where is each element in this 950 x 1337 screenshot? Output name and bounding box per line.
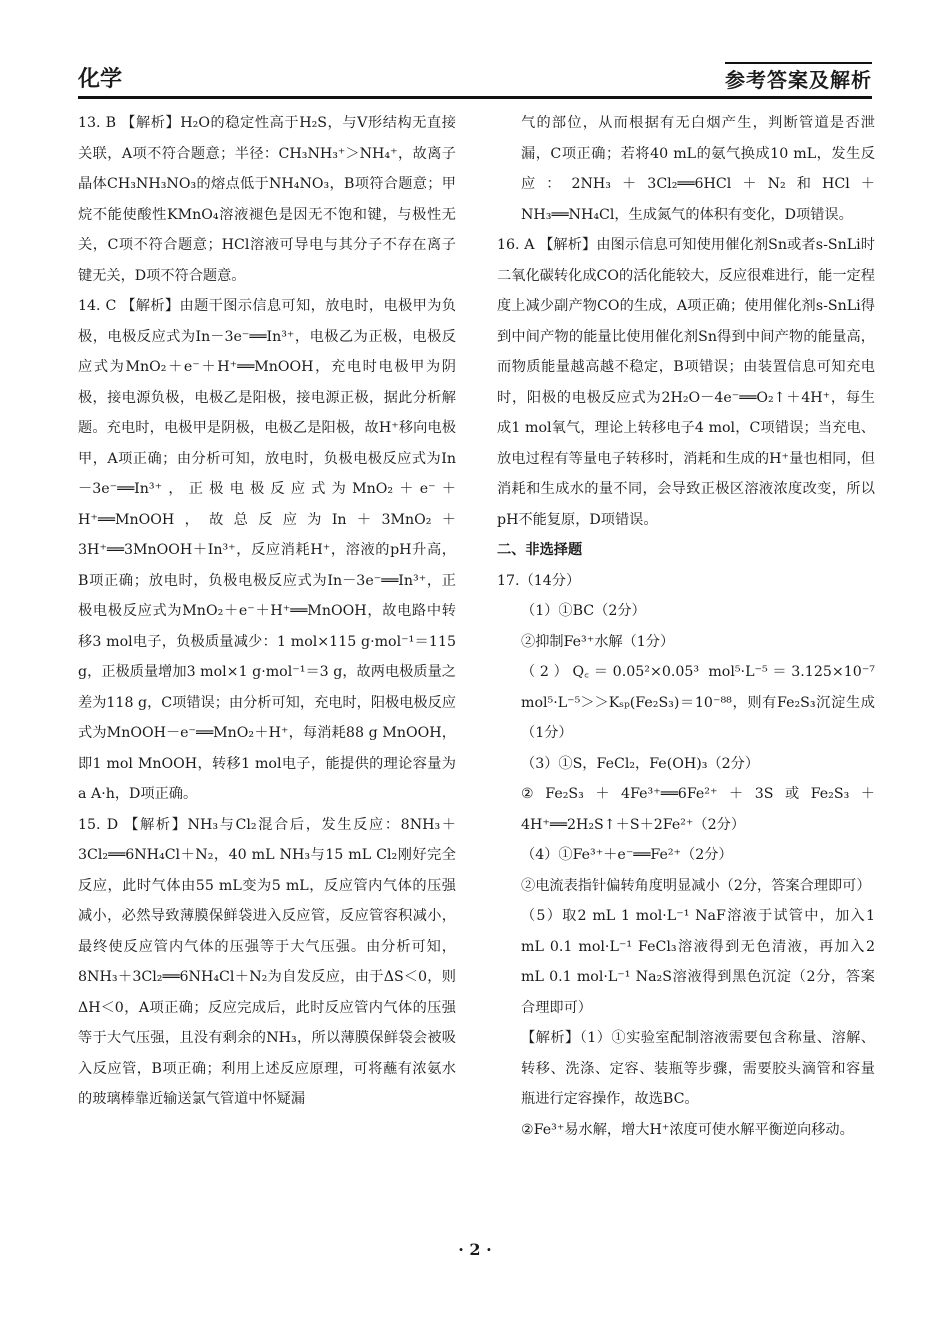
answer-14: 14. C 【解析】由题干图示信息可知，放电时，电极甲为负极，电极反应式为In－3e⁻══In³⁺，电极乙为正极，电极反应式为MnO₂＋e⁻＋H⁺══MnOOH，充电时电极甲为阴极，接电源负极，电极乙是阳极，接电源正极，据此分析解题。充电时，电极甲是阴极，电极乙是阳极，故H⁺移向电极甲，A项正确；由分析可知，放电时，负极电极反应式为In－3e⁻══In³⁺，正极电极反应式为MnO₂＋e⁻＋H⁺══MnOOH，故总反应为In＋3MnO₂＋3H⁺══3MnOOH＋In³⁺，反应消耗H⁺，溶液的pH升高，B项正确；放电时，负极电极反应式为In－3e⁻══In³⁺，正极电极反应式为MnO₂＋e⁻＋H⁺══MnOOH，故电路中转移3 mol电子，负极质量减少：1 mol×115 g·mol⁻¹＝115 g，正极质量增加3 mol×1 g·mol⁻¹＝3 g，故两电极质量之差为118 g，C项错误；由分析可知，充电时，阳极电极反应式为MnOOH－e⁻══MnO₂＋H⁺，每消耗88 g MnOOH，即1 mol MnOOH，转移1 mol电子，能提供的理论容量为a A·h，D项正确。 — [78, 298, 456, 802]
answer-17-line: （3）①S，FeCl₂，Fe(OH)₃（2分） — [521, 755, 760, 772]
answer-17-line: ②抑制Fe³⁺水解（1分） — [521, 633, 675, 650]
answer-17-line: ②Fe₂S₃＋4Fe³⁺══6Fe²⁺＋3S或Fe₂S₃＋4H⁺══2H₂S↑＋S＋2Fe²⁺（2分） — [521, 786, 875, 833]
answer-16: 16. A 【解析】由图示信息可知使用催化剂Sn或者s-SnLi时二氧化碳转化成CO的活化能较大，反应很难进行，能一定程度上减少副产物CO的生成，A项正确；使用催化剂s-SnLi得到中间产物的能量比使用催化剂Sn得到中间产物的能量高，而物质能量越高越不稳定，B项错误；由装置信息可知充电时，阳极的电极反应式为2H₂O－4e⁻══O₂↑＋4H⁺，每生成1 mol氧气，理论上转移电子4 mol，C项错误；当充电、放电过程有等量电子转移时，消耗和生成的H⁺量也相同，但消耗和生成水的量不同，会导致正极区溶液浓度改变，所以pH不能复原，D项错误。 — [497, 237, 875, 528]
answer-17-line: （5）取2 mL 1 mol·L⁻¹ NaF溶液于试管中，加入1 mL 0.1 mol·L⁻¹ FeCl₃溶液得到无色清液，再加入2 mL 0.1 mol·L⁻¹ Na₂S溶液得到黑色沉淀（2分，答案合理即可） — [521, 908, 875, 1016]
answer-15: 15. D 【解析】NH₃与Cl₂混合后，发生反应：8NH₃＋3Cl₂══6NH₄Cl＋N₂，40 mL NH₃与15 mL Cl₂刚好完全反应，此时气体由55 mL变为5 mL，反应管内气体的压强减小，必然导致薄膜保鲜袋进入反应管，反应管容积减小，最终使反应管内气体的压强等于大气压强。由分析可知，8NH₃＋3Cl₂══6NH₄Cl＋N₂为自发反应，由于ΔS＜0，则ΔH＜0，A项正确；反应完成后，此时反应管内气体的压强等于大气压强，且没有剩余的NH₃，所以薄膜保鲜袋会被吸入反应管，B项正确；利用上述反应原理，可将蘸有浓氨水的玻璃棒靠近输送氯气管道中怀疑漏 — [78, 816, 456, 1107]
subject-label: 化学 — [78, 66, 123, 92]
answer-17-analysis: ②Fe³⁺易水解，增大H⁺浓度可使水解平衡逆向移动。 — [521, 1121, 854, 1138]
question-17-heading: 17.（14分） — [497, 572, 581, 589]
page-number: · 2 · — [458, 1240, 492, 1259]
answer-title: 参考答案及解析 — [725, 62, 872, 93]
answer-17-line: （1）①BC（2分） — [521, 603, 646, 619]
answer-17-analysis: 【解析】（1）①实验室配制溶液需要包含称量、溶解、转移、洗涤、定容、装瓶等步骤，需要胶头滴管和容量瓶进行定容操作，故选BC。 — [521, 1030, 875, 1107]
page-header — [78, 58, 872, 99]
left-column — [78, 108, 456, 1115]
right-column — [497, 108, 875, 1145]
answer-17-line: （2）Q꜀＝0.05²×0.05³ mol⁵·L⁻⁵＝3.125×10⁻⁷ mol⁵·L⁻⁵＞＞Kₛₚ(Fe₂S₃)＝10⁻⁸⁸，则有Fe₂S₃沉淀生成（1分） — [521, 664, 875, 741]
answer-15-continued: 气的部位，从而根据有无白烟产生，判断管道是否泄漏，C项正确；若将40 mL的氨气换成10 mL，发生反应：2NH₃＋3Cl₂══6HCl＋N₂和HCl＋NH₃══NH₄Cl，生成氮气的体积有变化，D项错误。 — [521, 115, 875, 223]
answer-17-line: ②电流表指针偏转角度明显减小（2分，答案合理即可） — [521, 877, 871, 894]
answer-17-line: （4）①Fe³⁺＋e⁻══Fe²⁺（2分） — [521, 847, 733, 863]
section-heading: 二、非选择题 — [497, 542, 583, 558]
answer-13: 13. B 【解析】H₂O的稳定性高于H₂S，与V形结构无直接关联，A项不符合题意；半径：CH₃NH₃⁺＞NH₄⁺，故离子晶体CH₃NH₃NO₃的熔点低于NH₄NO₃，B项符合题意；甲烷不能使酸性KMnO₄溶液褪色是因无不饱和键，与极性无关，C项不符合题意；HCl溶液可导电与其分子不存在离子键无关，D项不符合题意。 — [78, 115, 456, 284]
